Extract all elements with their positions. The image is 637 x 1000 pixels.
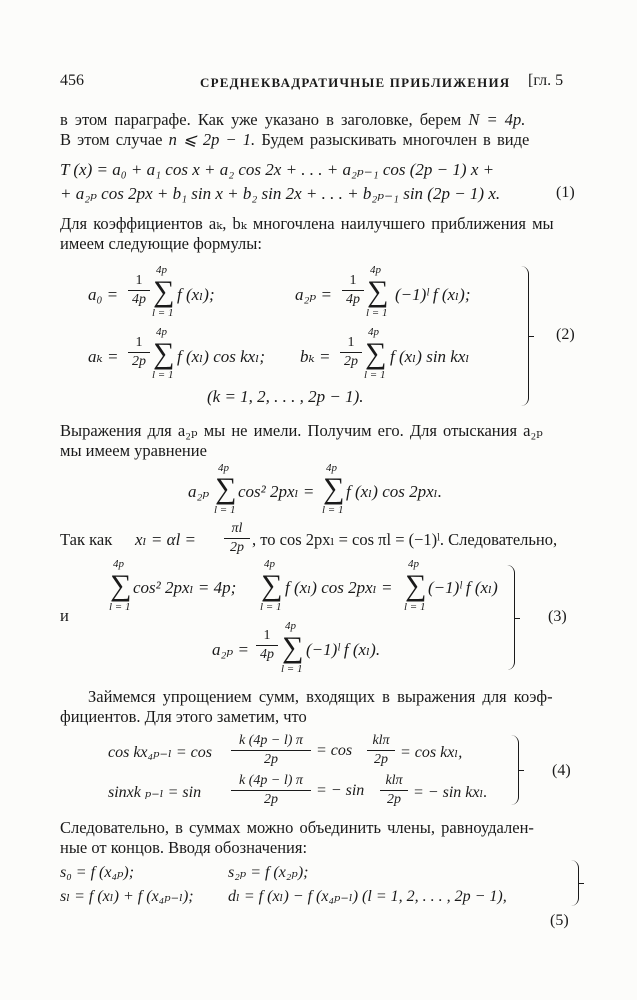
k-range: (k = 1, 2, . . . , 2p − 1).	[207, 387, 364, 406]
sl-def: sₗ = f (xₗ) + f (x₄ₚ₋ₗ);	[60, 888, 194, 905]
text-line	[60, 130, 529, 150]
equation-number-5: (5)	[550, 912, 569, 929]
a0-lhs: a₀ =	[88, 285, 119, 304]
sum-lower-limit: l = 1	[404, 601, 426, 613]
fraction-1-over-4p	[256, 628, 278, 663]
sum-sign: ∑	[323, 472, 345, 505]
sum-upper-limit: 4p	[264, 558, 275, 570]
numerator: 1	[347, 335, 355, 350]
right-brace	[506, 565, 515, 670]
denominator: 4p	[346, 292, 360, 307]
numerator: k (4p − l) π	[239, 733, 303, 748]
eq-a2p-lhs: a₂ₚ	[188, 482, 210, 501]
sum-lower-limit: l = 1	[152, 307, 174, 319]
denominator: 4p	[132, 292, 146, 307]
sum-minus-one-f: (−1)ˡ f (xₗ)	[428, 578, 498, 597]
e4-line2-mid: = − sin	[316, 782, 365, 799]
eq-a2p-rhs: f (xₗ) cos 2pxₗ.	[346, 482, 443, 501]
sum-cos2-eq-4p: cos² 2pxₗ = 4p;	[133, 578, 237, 597]
denominator: 4p	[260, 647, 274, 662]
sum-upper-limit: 4p	[156, 264, 167, 276]
e4-line2-end: = − sin kxₗ.	[413, 784, 488, 801]
numerator: klπ	[372, 733, 390, 748]
text-run: в этом параграфе. Как уже указано в заголовке, берем	[60, 110, 462, 129]
sum-upper-limit: 4p	[408, 558, 419, 570]
ak-rhs: f (xₗ) cos kxₗ;	[177, 347, 266, 366]
ak-lhs: aₖ =	[88, 347, 119, 366]
a2p-rhs: (−1)ˡ f (xₗ);	[395, 285, 471, 304]
text-line: имеем следующие формулы:	[60, 234, 262, 253]
equation-number-4: (4)	[552, 762, 571, 779]
sum-sign: ∑	[282, 631, 304, 664]
text-line: Займемся упрощением сумм, входящих в выражения для коэф-	[88, 687, 553, 706]
page-number: 456	[60, 72, 84, 89]
fraction-k4pl-pi-over-2p	[231, 773, 311, 808]
fraction-bar	[128, 352, 150, 353]
fraction-klpi-over-2p	[367, 733, 395, 768]
inline-math: n ⩽ 2p − 1.	[168, 130, 256, 149]
denominator: 2p	[132, 354, 146, 369]
sum-lower-limit: l = 1	[214, 504, 236, 516]
fraction-bar	[340, 352, 362, 353]
sum-lower-limit: l = 1	[152, 369, 174, 381]
text-run: В этом случае	[60, 130, 163, 149]
fraction-bar	[342, 290, 364, 291]
fraction-k4pl-pi-over-2p	[231, 733, 311, 768]
running-title: СРЕДНЕКВАДРАТИЧНЫЕ ПРИБЛИЖЕНИЯ	[200, 75, 511, 90]
sum-upper-limit: 4p	[370, 264, 381, 276]
sum-lower-limit: l = 1	[109, 601, 131, 613]
fraction-bar	[224, 538, 250, 539]
fraction-bar	[128, 290, 150, 291]
bk-rhs: f (xₗ) sin kxₗ	[390, 347, 470, 366]
e4-line1-mid: = cos	[316, 742, 353, 759]
xl-definition: xₗ = αl =	[135, 530, 197, 549]
right-brace	[520, 266, 529, 406]
equation-1-line-1: T (x) = a₀ + a₁ cos x + a₂ cos 2x + . . . + a₂ₚ₋₁ cos (2p − 1) x +	[60, 160, 495, 179]
text-run: Будем разыскивать многочлен в виде	[261, 130, 530, 149]
denominator: 2p	[374, 752, 388, 767]
fraction-bar	[256, 645, 278, 646]
text-line: Выражения для a₂ₚ мы не имели. Получим его. Для отыскания a₂ₚ	[60, 421, 543, 440]
sum-sign: ∑	[405, 569, 427, 602]
e4-line2-lhs: sinxk ₚ₋ₗ = sin	[108, 784, 202, 801]
denominator: 2p	[264, 752, 278, 767]
equation-number-1: (1)	[556, 184, 575, 201]
s0-def: s₀ = f (x₄ₚ);	[60, 864, 135, 881]
sum-upper-limit: 4p	[368, 326, 379, 338]
a2p-result-lhs: a₂ₚ =	[212, 640, 249, 659]
sum-upper-limit: 4p	[156, 326, 167, 338]
sum-lower-limit: l = 1	[322, 504, 344, 516]
text-line: мы имеем уравнение	[60, 441, 207, 460]
sum-lower-limit: l = 1	[366, 307, 388, 319]
text-line: Следовательно, в суммах можно объединить члены, равноудален-	[60, 818, 534, 837]
sum-upper-limit: 4p	[326, 462, 337, 474]
sum-f-cos: f (xₗ) cos 2pxₗ =	[285, 578, 393, 597]
sum-sign: ∑	[367, 275, 389, 308]
s2p-def: s₂ₚ = f (x₂ₚ);	[228, 864, 309, 881]
right-brace	[510, 735, 519, 805]
sum-upper-limit: 4p	[113, 558, 124, 570]
numerator: 1	[135, 335, 143, 350]
sum-lower-limit: l = 1	[364, 369, 386, 381]
sum-lower-limit: l = 1	[281, 663, 303, 675]
numerator: 1	[349, 273, 357, 288]
eq-a2p-mid: cos² 2pxₗ =	[238, 482, 315, 501]
denominator: 2p	[230, 540, 244, 555]
sum-sign: ∑	[365, 337, 387, 370]
text-line: ные от концов. Вводя обозначения:	[60, 838, 308, 857]
sum-upper-limit: 4p	[218, 462, 229, 474]
numerator: klπ	[385, 773, 403, 788]
denominator: 2p	[264, 792, 278, 807]
conjunction: и	[60, 606, 69, 625]
fraction-bar	[231, 790, 311, 791]
bk-lhs: bₖ =	[300, 347, 331, 366]
a2p-result-rhs: (−1)ˡ f (xₗ).	[306, 640, 381, 659]
fraction-1-over-2p	[128, 335, 150, 370]
text-line: Для коэффициентов aₖ, bₖ многочлена наилучшего приближения мы	[60, 214, 554, 233]
sum-sign: ∑	[153, 275, 175, 308]
numerator: πl	[231, 521, 243, 536]
equation-1-line-2: + a₂ₚ cos 2px + b₁ sin x + b₂ sin 2x + . . . + b₂ₚ₋₁ sin (2p − 1) x.	[60, 184, 501, 203]
text-line	[60, 110, 525, 130]
a2p-lhs: a₂ₚ =	[295, 285, 332, 304]
sum-sign: ∑	[261, 569, 283, 602]
sum-sign: ∑	[215, 472, 237, 505]
fraction-1-over-4p	[128, 273, 150, 308]
a0-rhs: f (xₗ);	[177, 285, 215, 304]
e4-line1-lhs: cos kx₄ₚ₋ₗ = cos	[108, 744, 212, 761]
equation-number-2: (2)	[556, 326, 575, 343]
sum-upper-limit: 4p	[285, 620, 296, 632]
fraction-bar	[231, 750, 311, 751]
inline-math: N = 4p.	[468, 110, 526, 129]
denominator: 2p	[387, 792, 401, 807]
text-line: фициентов. Для этого заметим, что	[60, 707, 307, 726]
fraction-1-over-2p	[340, 335, 362, 370]
equation-number-3: (3)	[548, 608, 567, 625]
sum-lower-limit: l = 1	[260, 601, 282, 613]
text-run: Так как	[60, 530, 113, 549]
chapter-label: [гл. 5	[528, 72, 564, 89]
fraction-1-over-4p	[342, 273, 364, 308]
fraction-bar	[367, 750, 395, 751]
e4-line1-end: = cos kxₗ,	[400, 744, 463, 761]
numerator: 1	[135, 273, 143, 288]
dl-def: dₗ = f (xₗ) − f (x₄ₚ₋ₗ) (l = 1, 2, . . . , 2p − 1),	[228, 888, 507, 905]
fraction-klpi-over-2p	[380, 773, 408, 808]
numerator: 1	[263, 628, 271, 643]
right-brace	[570, 860, 579, 906]
text-run: , то cos 2pxₗ = cos πl = (−1)ˡ. Следовательно,	[252, 530, 558, 549]
numerator: k (4p − l) π	[239, 773, 303, 788]
sum-sign: ∑	[110, 569, 132, 602]
fraction-bar	[380, 790, 408, 791]
denominator: 2p	[344, 354, 358, 369]
fraction-pil-over-2p	[224, 521, 250, 556]
sum-sign: ∑	[153, 337, 175, 370]
